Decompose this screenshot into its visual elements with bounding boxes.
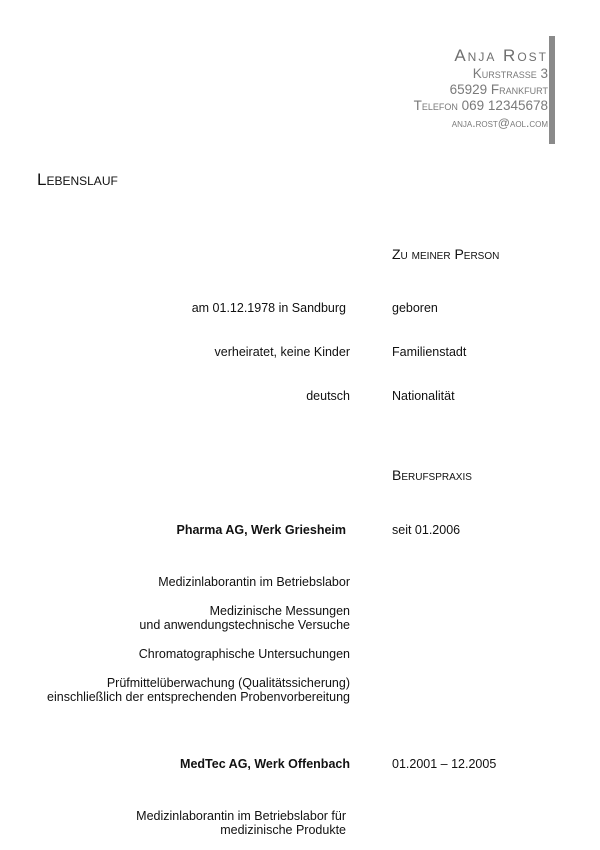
- header-accent-bar: [549, 36, 555, 144]
- section-heading-career: Berufspraxis: [392, 467, 472, 483]
- phone-number: Telefon 069 12345678: [413, 98, 548, 113]
- job-task: [139, 604, 350, 632]
- family-label: Familienstadt: [392, 345, 467, 359]
- job-task-line: Prüfmittelüberwachung (Qualitätssicherung): [106, 676, 350, 690]
- job-task: [47, 676, 350, 704]
- job-task-line: einschließlich der entsprechenden Probenvorbereitung: [47, 690, 350, 704]
- birth-label: geboren: [392, 301, 438, 315]
- email-address: anja.rost@aol.com: [451, 116, 548, 130]
- nationality-label: Nationalität: [392, 389, 455, 403]
- job-company: MedTec AG, Werk Offenbach: [180, 757, 350, 771]
- section-heading-person: Zu meiner Person: [392, 246, 500, 262]
- nationality-value: deutsch: [306, 389, 350, 403]
- job-task-line: und anwendungstechnische Versuche: [139, 618, 350, 632]
- job-task: [139, 647, 350, 661]
- page-title: Lebenslauf: [37, 170, 118, 189]
- job-task: [136, 809, 346, 837]
- job-task-line: Medizinlaborantin im Betriebslabor für: [136, 809, 346, 823]
- job-company: Pharma AG, Werk Griesheim: [176, 523, 346, 537]
- contact-header: [414, 48, 548, 131]
- job-task-line: medizinische Produkte: [220, 823, 346, 837]
- job-task-line: Medizinlaborantin im Betriebslabor: [158, 575, 350, 589]
- job-period: seit 01.2006: [392, 523, 461, 537]
- job-task-line: Medizinische Messungen: [209, 604, 350, 618]
- address-city: 65929 Frankfurt: [449, 82, 548, 97]
- job-task: [158, 575, 350, 589]
- job-period: 01.2001 – 12.2005: [392, 757, 497, 771]
- family-value: verheiratet, keine Kinder: [214, 345, 350, 359]
- address-street: Kurstrasse 3: [472, 66, 548, 81]
- birth-value: am 01.12.1978 in Sandburg: [191, 301, 346, 315]
- applicant-name: Anja Rost: [454, 46, 548, 65]
- job-task-line: Chromatographische Untersuchungen: [138, 647, 350, 661]
